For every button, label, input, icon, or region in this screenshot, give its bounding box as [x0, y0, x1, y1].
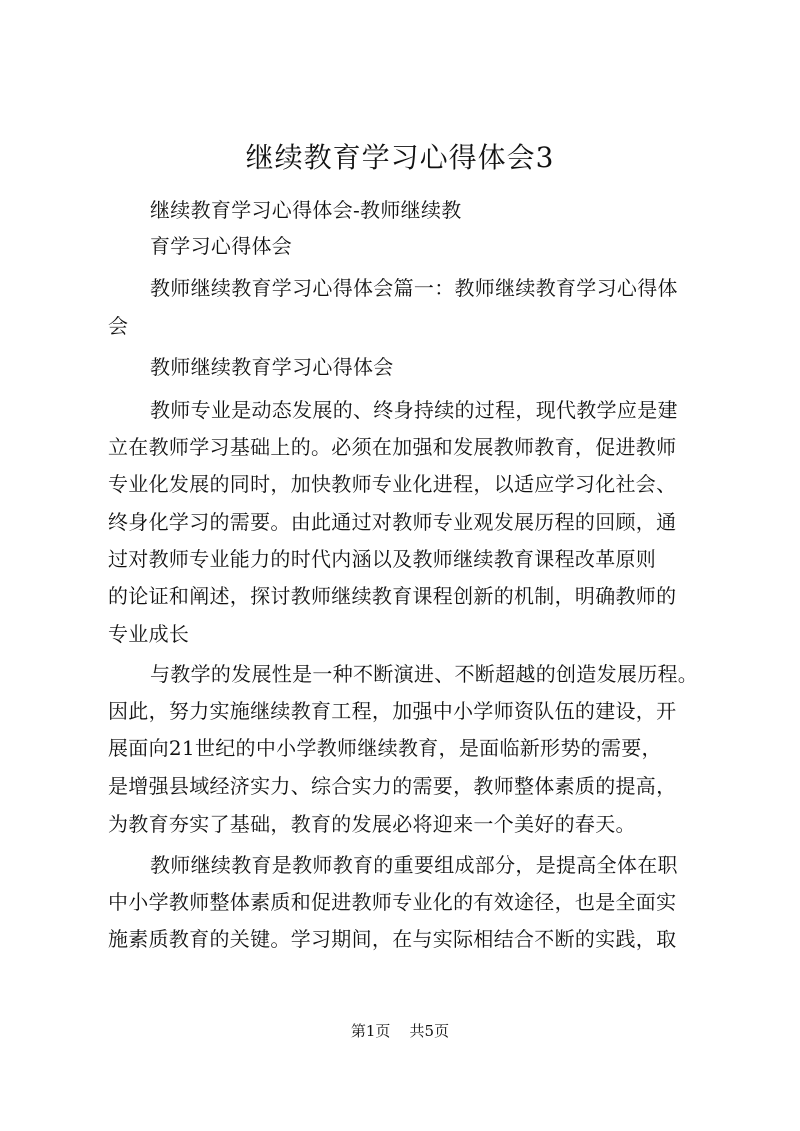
text-line: 专业化发展的同时，加快教师专业化进程，以适应学习化社会、 [108, 472, 677, 496]
text-line: 专业成长 [108, 622, 190, 646]
text-line: 教师继续教育学习心得体会篇一：教师继续教育学习心得体 [150, 276, 678, 300]
text-line: 与教学的发展性是一种不断演进、不断超越的创造发展历程。 [150, 662, 699, 686]
page-number: 第1页 [350, 1022, 391, 1040]
text-line: 教师继续教育是教师教育的重要组成部分，是提高全体在职 [150, 853, 678, 877]
text-line: 的论证和阐述，探讨教师继续教育课程创新的机制，明确教师的 [108, 584, 677, 608]
text-line: 展面向21世纪的中小学教师继续教育，是面临新形势的需要， [108, 736, 662, 760]
text-line: 为教育夯实了基础，教育的发展必将迎来一个美好的春天。 [108, 812, 636, 836]
text-line: 中小学教师整体素质和促进教师专业化的有效途径，也是全面实 [108, 890, 677, 914]
text-line: 立在教师学习基础上的。必须在加强和发展教师教育，促进教师 [108, 435, 677, 459]
text-line: 教师继续教育学习心得体会 [150, 355, 394, 379]
document-title: 继续教育学习心得体会3 [245, 141, 555, 174]
text-line: 施素质教育的关键。学习期间，在与实际相结合不断的实践，取 [108, 927, 677, 951]
page-total: 共5页 [409, 1022, 450, 1040]
page-footer [0, 1020, 800, 1042]
text-line: 终身化学习的需要。由此通过对教师专业观发展历程的回顾，通 [108, 510, 677, 534]
text-line: 继续教育学习心得体会-教师继续教 [150, 198, 462, 222]
text-line: 会 [108, 314, 129, 338]
text-line: 是增强县域经济实力、综合实力的需要，教师整体素质的提高， [108, 774, 677, 798]
text-line: 过对教师专业能力的时代内涵以及教师继续教育课程改革原则 [108, 547, 657, 571]
text-line: 育学习心得体会 [150, 234, 293, 258]
text-line: 教师专业是动态发展的、终身持续的过程，现代教学应是建 [150, 398, 678, 422]
text-line: 因此，努力实施继续教育工程，加强中小学师资队伍的建设，开 [108, 699, 677, 723]
